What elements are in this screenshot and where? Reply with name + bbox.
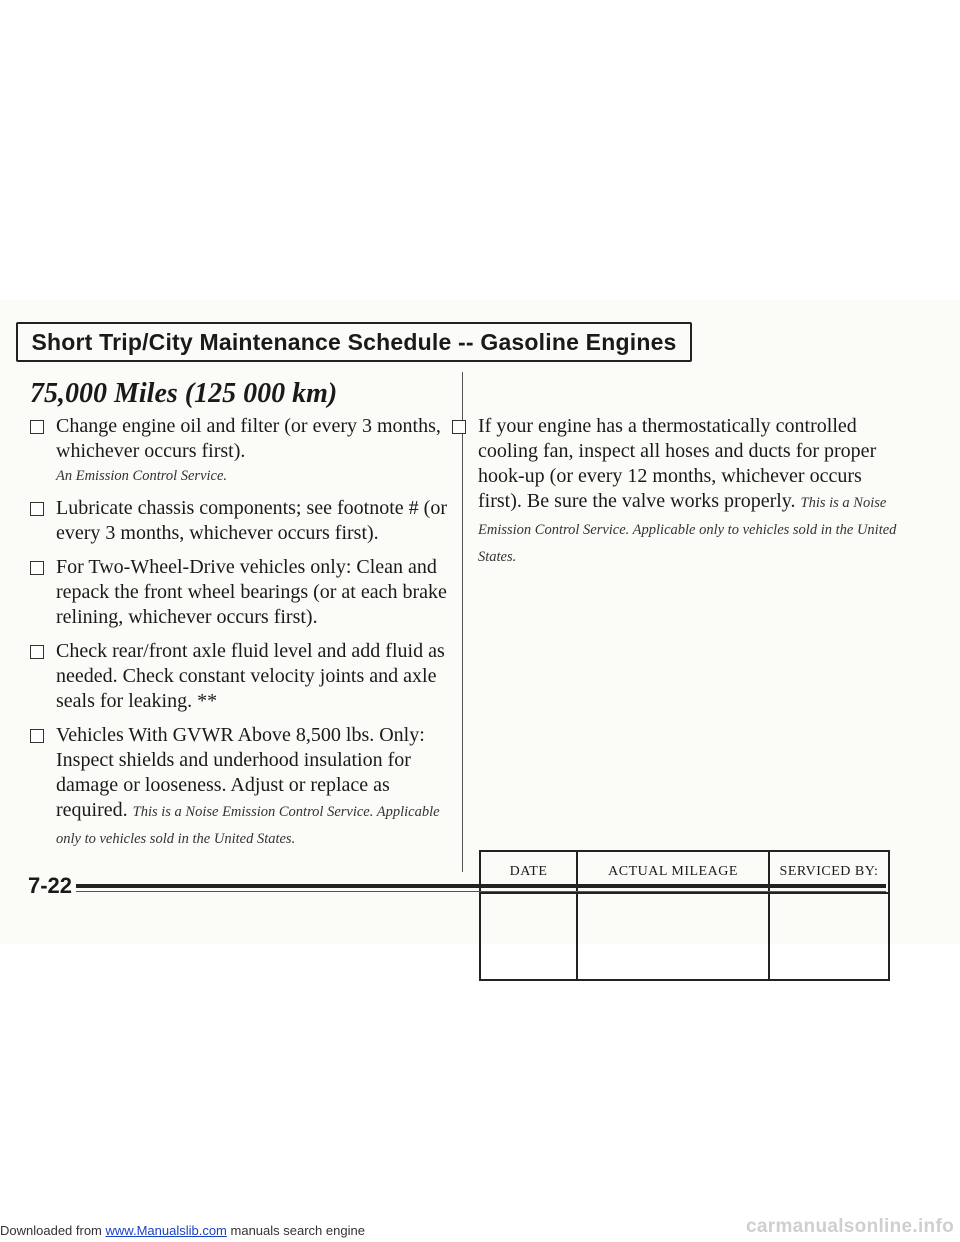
footer-suffix: manuals search engine [230,1223,365,1238]
checklist-item [30,496,450,546]
schedule-header [16,322,692,362]
checkbox[interactable] [30,420,44,434]
checklist-item [30,414,450,487]
section-title: 75,000 Miles (125 000 km) [30,378,338,409]
checkbox[interactable] [30,502,44,516]
checklist-item [30,639,450,714]
item-text: Check rear/front axle fluid level and add fluid as needed. Check constant velocity joints and axle seals for leaking. ** [56,640,445,712]
checkbox[interactable] [30,729,44,743]
table-header-serviced-by: SERVICED BY: [769,851,889,893]
checkbox[interactable] [30,561,44,575]
footer-rule-thick [76,884,886,888]
service-record-table [479,850,890,981]
schedule-header-title: Short Trip/City Maintenance Schedule -- Gasoline Engines [31,328,677,355]
item-note: This is a Noise Emission Control Service. Applicable only to vehicles sold in the United States. [478,495,897,565]
mileage-cell[interactable] [577,893,769,980]
item-note: An Emission Control Service. [56,468,228,484]
footer-rule-thin [76,891,886,892]
footer-prefix: Downloaded from [0,1223,102,1238]
checkbox[interactable] [452,420,466,434]
watermark: carmanualsonline.info [746,1216,954,1237]
checklist-item [452,414,902,570]
item-text: Lubricate chassis components; see footnote # (or every 3 months, whichever occurs first). [56,497,447,544]
item-text: Vehicles With GVWR Above 8,500 lbs. Only: Inspect shields and underhood insulation for damage or looseness. Adjust or replace as required. [56,724,425,821]
checklist-item [30,723,450,852]
serviced-by-cell[interactable] [769,893,889,980]
download-footer [0,1223,365,1238]
left-column [30,414,450,861]
item-text: For Two-Wheel-Drive vehicles only: Clean and repack the front wheel bearings (or at each brake relining, whichever occurs first). [56,556,447,628]
date-cell[interactable] [480,893,577,980]
checklist-item [30,555,450,630]
table-header-date: DATE [480,851,577,893]
manualslib-link[interactable]: www.Manualslib.com [105,1223,227,1238]
item-text: Change engine oil and filter (or every 3 months, whichever occurs first). [56,415,441,462]
table-header-mileage: ACTUAL MILEAGE [577,851,769,893]
page-number: 7-22 [28,873,73,898]
item-text: If your engine has a thermostatically controlled cooling fan, inspect all hoses and ducts for proper hook-up (or every 12 months, whichever occurs first). Be sure the valve works properly. [478,415,877,512]
checkbox[interactable] [30,645,44,659]
table-row [480,893,889,980]
right-column [452,414,902,579]
item-note: This is a Noise Emission Control Service. Applicable only to vehicles sold in the United States. [56,804,440,847]
